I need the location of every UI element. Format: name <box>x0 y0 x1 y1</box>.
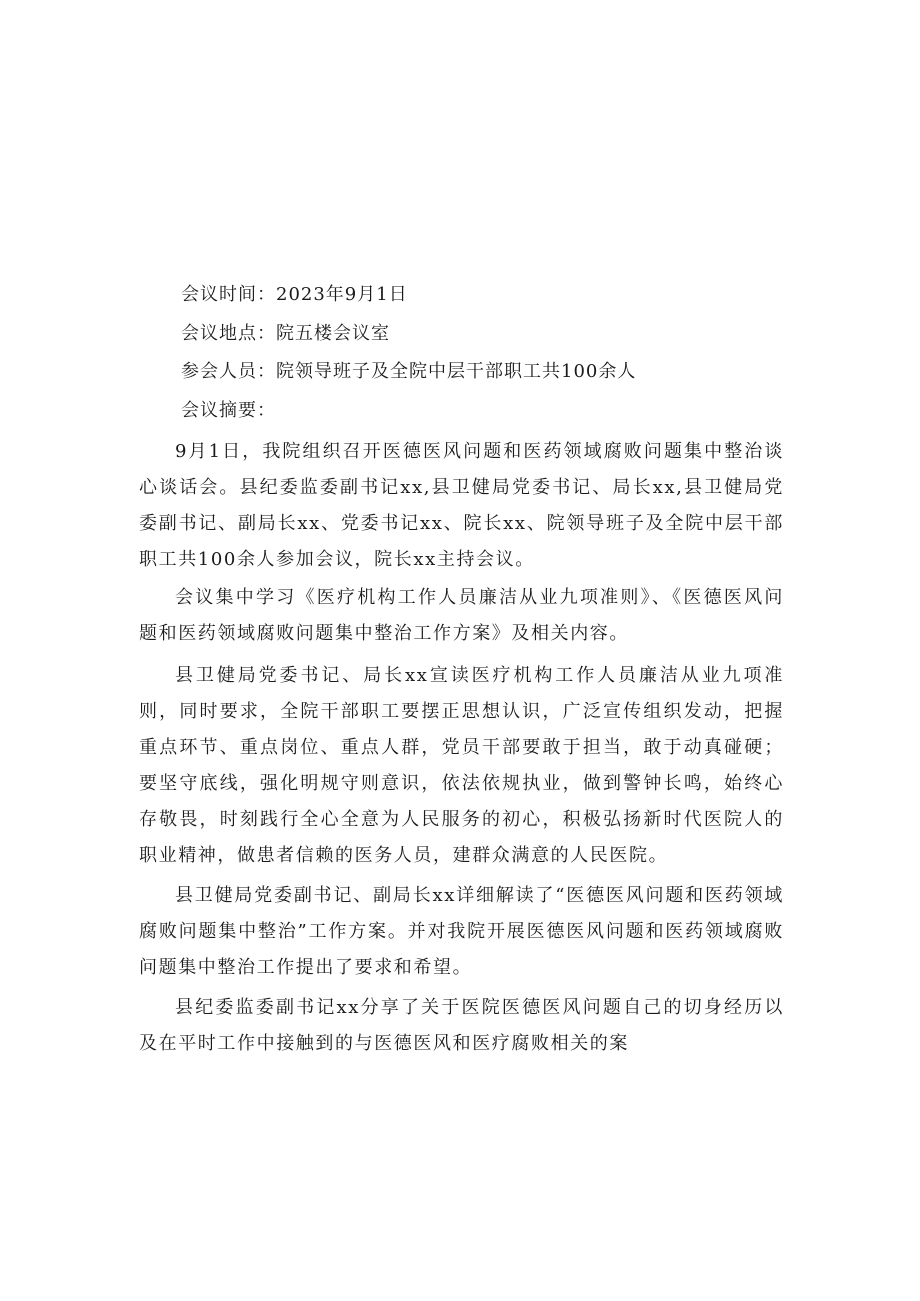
paragraph-deputy-director-explanation: 县卫健局党委副书记、副局长xx详细解读了“医德医风问题和医药领域腐败问题集中整治”工作方案。并对我院开展医德医风问题和医药领域腐败问题集中整治工作提出了要求和希望。 <box>139 885 784 978</box>
paragraph-study-content: 会议集中学习《医疗机构工作人员廉洁从业九项准则》、《医德医风问题和医药领域腐败问题集中整治工作方案》及相关内容。 <box>139 587 784 644</box>
paragraph-discipline-secretary-sharing: 县纪委监委副书记xx分享了关于医院医德医风问题自己的切身经历以及在平时工作中接触到的与医德医风和医疗腐败相关的案 <box>139 997 784 1054</box>
document-body <box>139 276 784 1062</box>
meeting-summary-label: 会议摘要： <box>181 399 276 421</box>
paragraph-meeting-overview: 9月1日，我院组织召开医德医风问题和医药领域腐败问题集中整治谈心谈话会。县纪委监委副书记xx,县卫健局党委书记、局长xx,县卫健局党委副书记、副局长xx、党委书记xx、院长xx、院领导班子及全院中层干部职工共100余人参加会议，院长xx主持会议。 <box>139 441 784 570</box>
meeting-time: 会议时间：2023年9月1日 <box>181 284 408 305</box>
meeting-attendees: 参会人员：院领导班子及全院中层干部职工共100余人 <box>181 361 637 382</box>
meeting-location: 会议地点：院五楼会议室 <box>181 322 390 344</box>
paragraph-bureau-director-speech: 县卫健局党委书记、局长xx宣读医疗机构工作人员廉洁从业九项准则，同时要求，全院干部职工要摆正思想认识，广泛宣传组织发动，把握重点环节、重点岗位、重点人群，党员干部要敢于担当，敢于动真碰硬；要坚守底线，强化明规守则意识，依法依规执业，做到警钟长鸣，始终心存敬畏，时刻践行全心全意为人民服务的初心，积极弘扬新时代医院人的职业精神，做患者信赖的医务人员，建群众满意的人民医院。 <box>139 665 784 866</box>
